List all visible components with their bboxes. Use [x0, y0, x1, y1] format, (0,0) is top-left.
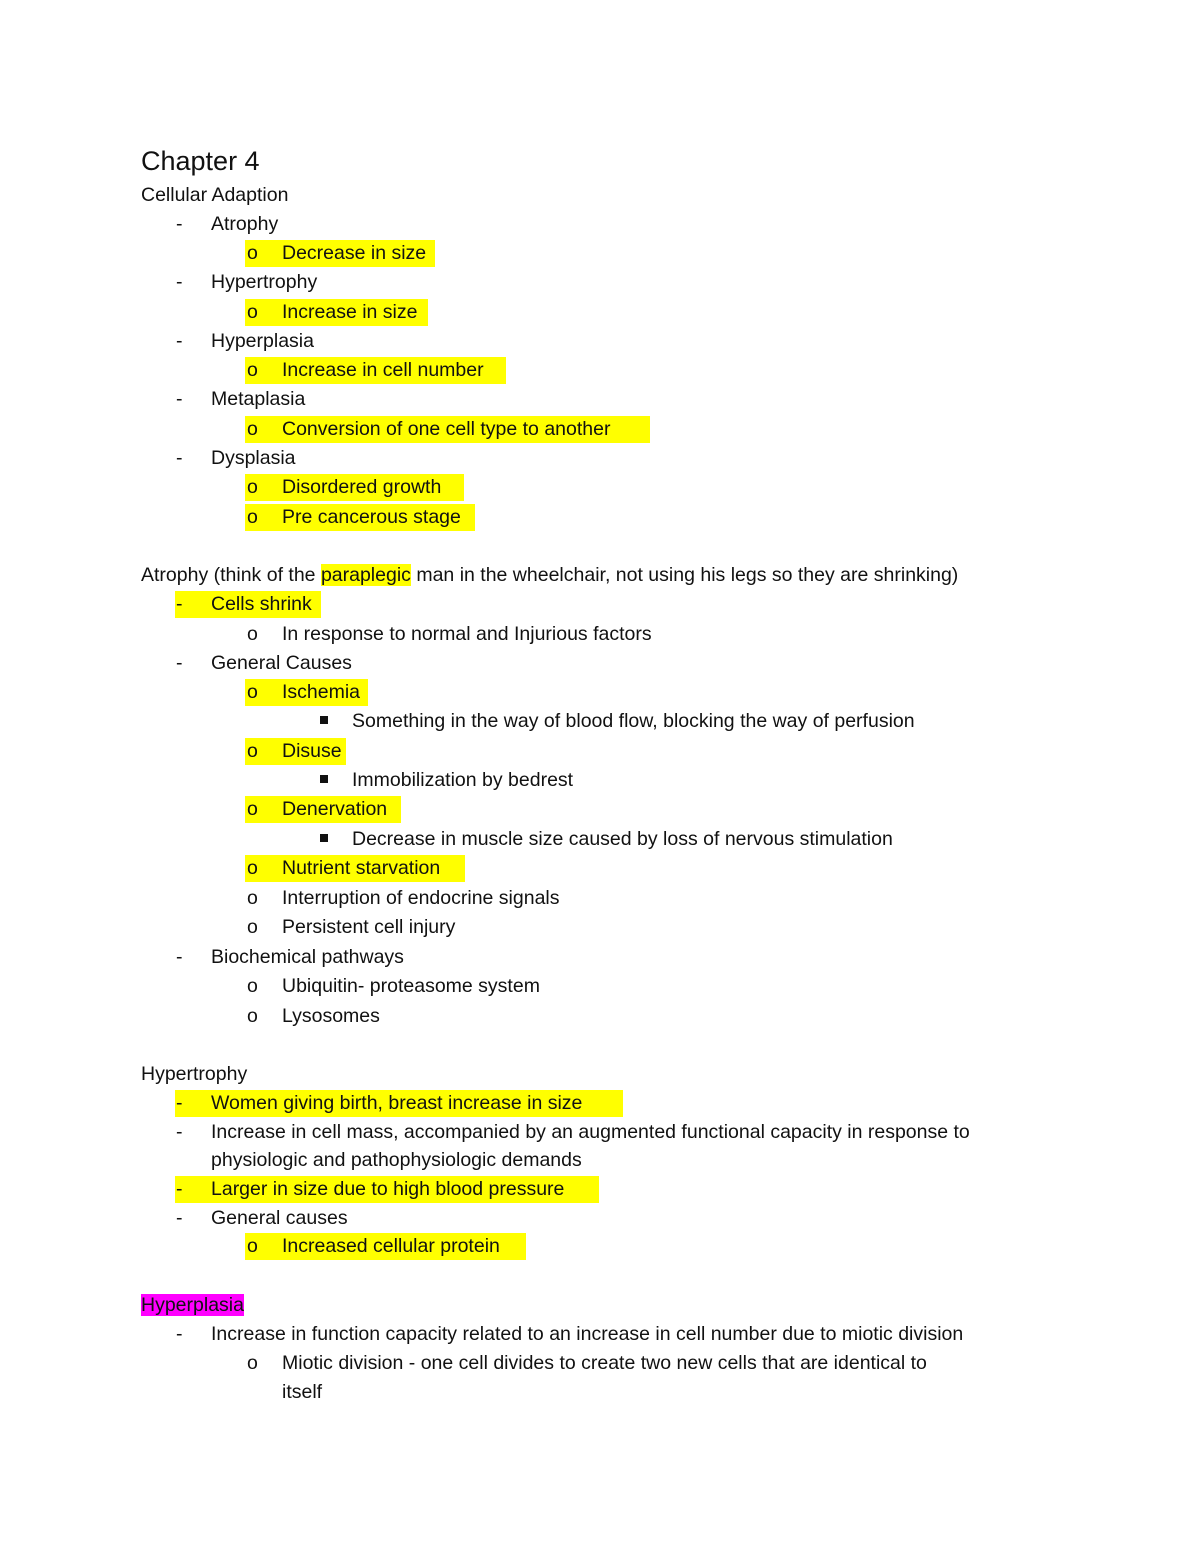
list-item-hyperplasia: [0, 327, 1200, 355]
list-item-persistent-injury: [0, 913, 1200, 941]
list-item-denervation: [0, 795, 1200, 823]
circle-bullet: o: [247, 798, 258, 820]
list-item-cell-mass-continued: [0, 1146, 1200, 1174]
circle-bullet: o: [247, 359, 258, 381]
list-item-text: Decrease in size: [282, 242, 427, 264]
list-item-disuse: [0, 737, 1200, 765]
circle-bullet: o: [247, 857, 258, 879]
list-item-larger-size: [0, 1175, 1200, 1203]
list-item-women-birth: [0, 1089, 1200, 1117]
list-item-text: Increase in cell number: [282, 359, 484, 381]
list-item-hypertrophy-definition: [0, 298, 1200, 326]
dash-bullet: -: [176, 388, 183, 410]
list-item-text: Conversion of one cell type to another: [282, 418, 611, 440]
list-item-dysplasia-definition: [0, 473, 1200, 501]
list-item-disuse-note: [0, 766, 1200, 794]
list-item-text: Interruption of endocrine signals: [282, 887, 560, 909]
list-item-denervation-note: [0, 825, 1200, 853]
dash-bullet: -: [176, 1178, 183, 1200]
circle-bullet: o: [247, 301, 258, 323]
list-item-text: physiologic and pathophysiologic demands: [211, 1149, 582, 1171]
list-item-text: Decrease in muscle size caused by loss of nervous stimulation: [352, 828, 893, 850]
list-item-text: Miotic division - one cell divides to create two new cells that are identical to: [282, 1352, 927, 1374]
section-heading-atrophy: [141, 561, 958, 589]
circle-bullet: o: [247, 740, 258, 762]
circle-bullet: o: [247, 506, 258, 528]
heading-text: Atrophy (think of the: [141, 564, 321, 586]
list-item-general-causes: [0, 649, 1200, 677]
dash-bullet: -: [176, 330, 183, 352]
list-item-ubiquitin: [0, 972, 1200, 1000]
circle-bullet: o: [247, 887, 258, 909]
list-item-text: Lysosomes: [282, 1005, 380, 1027]
list-item-text: Dysplasia: [211, 447, 296, 469]
circle-bullet: o: [247, 242, 258, 264]
dash-bullet: -: [176, 1207, 183, 1229]
list-item-cell-mass: [0, 1118, 1200, 1146]
list-item-ischemia: [0, 678, 1200, 706]
dash-bullet: -: [176, 946, 183, 968]
square-bullet: [317, 825, 325, 853]
dash-bullet: -: [176, 593, 183, 615]
list-item-metaplasia: [0, 385, 1200, 413]
list-item-text: General causes: [211, 1207, 348, 1229]
list-item-text: Ischemia: [282, 681, 361, 703]
dash-bullet: -: [176, 1121, 183, 1143]
list-item-ischemia-note: [0, 707, 1200, 735]
list-item-text: In response to normal and Injurious factors: [282, 623, 652, 645]
dash-bullet: -: [176, 1323, 183, 1345]
dash-bullet: -: [176, 1092, 183, 1114]
list-item-text: Disordered growth: [282, 476, 442, 498]
heading-text: man in the wheelchair, not using his legs so they are shrinking): [410, 564, 959, 586]
list-item-text: General Causes: [211, 652, 352, 674]
list-item-text: Nutrient starvation: [282, 857, 441, 879]
dash-bullet: -: [176, 652, 183, 674]
list-item-text: Pre cancerous stage: [282, 506, 461, 528]
list-item-text: Increase in cell mass, accompanied by an augmented functional capacity in response to: [211, 1121, 970, 1143]
list-item-text: Cells shrink: [211, 593, 312, 615]
list-item-endocrine: [0, 884, 1200, 912]
circle-bullet: o: [247, 1352, 258, 1374]
list-item-hypertrophy: [0, 268, 1200, 296]
list-item-text: Women giving birth, breast increase in size: [211, 1092, 583, 1114]
dash-bullet: -: [176, 271, 183, 293]
list-item-lysosomes: [0, 1002, 1200, 1030]
list-item-atrophy: [0, 210, 1200, 238]
section-heading-hyperplasia: [141, 1291, 244, 1319]
list-item-response: [0, 620, 1200, 648]
circle-bullet: o: [247, 916, 258, 938]
section-heading-hypertrophy: Hypertrophy: [141, 1063, 248, 1085]
list-item-text: Increased cellular protein: [282, 1235, 500, 1257]
list-item-increase-function: [0, 1320, 1200, 1348]
list-item-dysplasia-definition: [0, 503, 1200, 531]
circle-bullet: o: [247, 476, 258, 498]
highlighted-word: paraplegic: [320, 564, 411, 586]
list-item-nutrient-starvation: [0, 854, 1200, 882]
circle-bullet: o: [247, 1235, 258, 1257]
list-item-general-causes: [0, 1204, 1200, 1232]
list-item-text: Something in the way of blood flow, blocking the way of perfusion: [352, 710, 915, 732]
magenta-highlight: Hyperplasia: [141, 1294, 244, 1316]
list-item-miotic-division-continued: [0, 1378, 1200, 1406]
section-heading-cellular-adaption: Cellular Adaption: [141, 184, 289, 206]
list-item-text: Metaplasia: [211, 388, 306, 410]
dash-bullet: -: [176, 213, 183, 235]
list-item-text: Hypertrophy: [211, 271, 318, 293]
list-item-text: Biochemical pathways: [211, 946, 404, 968]
list-item-text: Increase in function capacity related to an increase in cell number due to miotic division: [211, 1323, 964, 1345]
list-item-text: Persistent cell injury: [282, 916, 456, 938]
page-title: Chapter 4: [141, 146, 260, 176]
circle-bullet: o: [247, 1005, 258, 1027]
list-item-text: Ubiquitin- proteasome system: [282, 975, 540, 997]
list-item-text: Denervation: [282, 798, 388, 820]
list-item-increased-protein: [0, 1232, 1200, 1260]
list-item-hyperplasia-definition: [0, 356, 1200, 384]
circle-bullet: o: [247, 681, 258, 703]
circle-bullet: o: [247, 623, 258, 645]
list-item-dysplasia: [0, 444, 1200, 472]
list-item-cells-shrink: [0, 590, 1200, 618]
list-item-text: Disuse: [282, 740, 342, 762]
list-item-text: Immobilization by bedrest: [352, 769, 574, 791]
list-item-atrophy-definition: [0, 239, 1200, 267]
circle-bullet: o: [247, 418, 258, 440]
list-item-text: Hyperplasia: [211, 330, 314, 352]
list-item-miotic-division: [0, 1349, 1200, 1377]
square-bullet: [317, 766, 325, 794]
list-item-text: Atrophy: [211, 213, 279, 235]
list-item-text: Larger in size due to high blood pressure: [211, 1178, 565, 1200]
list-item-text: itself: [282, 1381, 323, 1403]
list-item-biochemical-pathways: [0, 943, 1200, 971]
list-item-metaplasia-definition: [0, 415, 1200, 443]
square-bullet: [317, 707, 325, 735]
list-item-text: Increase in size: [282, 301, 418, 323]
dash-bullet: -: [176, 447, 183, 469]
circle-bullet: o: [247, 975, 258, 997]
